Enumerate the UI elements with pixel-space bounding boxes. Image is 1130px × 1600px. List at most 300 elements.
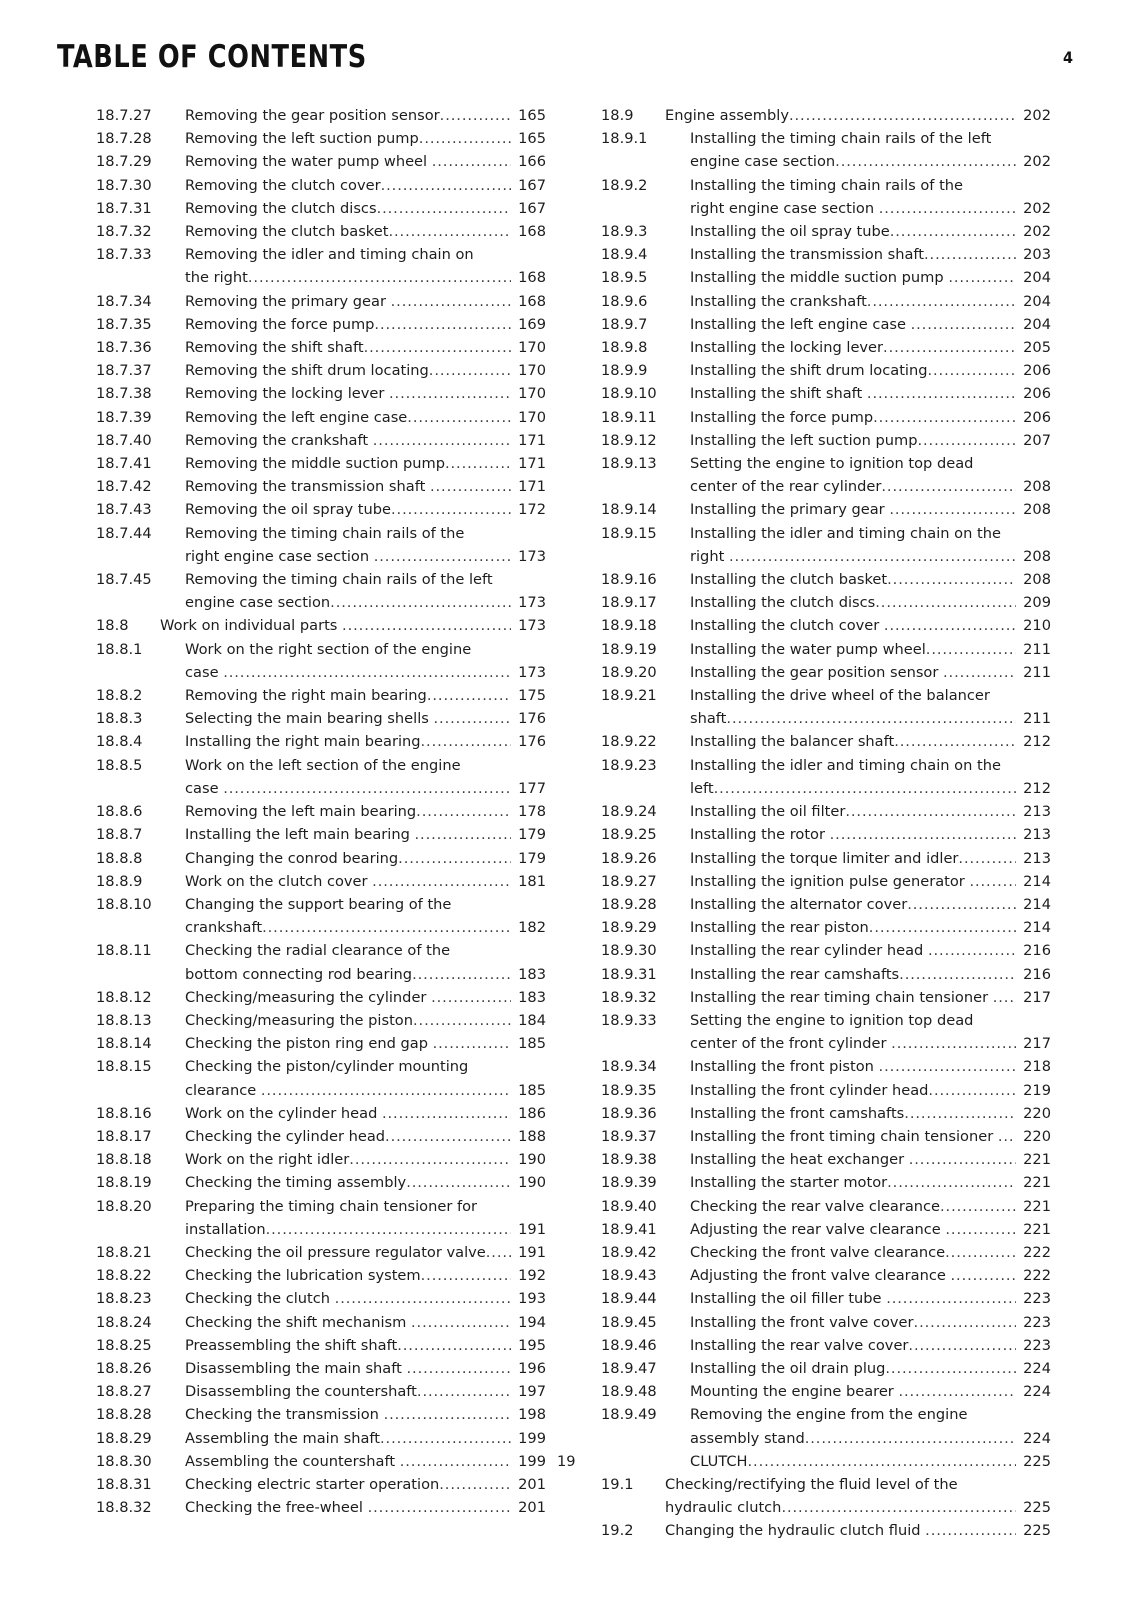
toc-entry-page-number: 195 (518, 1336, 546, 1354)
dot-leader (714, 777, 1016, 800)
toc-entry-title: Removing the shift shaft (185, 339, 364, 357)
toc-entry[interactable] (96, 1287, 546, 1310)
toc-entry-title-last-line (690, 1357, 1051, 1380)
toc-entry[interactable] (601, 1241, 1051, 1264)
toc-entry[interactable] (601, 1403, 1051, 1449)
toc-entry[interactable] (601, 1473, 1051, 1519)
toc-entry-page-number: 210 (1023, 617, 1051, 635)
toc-entry-title: Preassembling the shift shaft (185, 1336, 398, 1354)
toc-entry-number: 18.9.36 (601, 1104, 657, 1122)
toc-entry-title-last-line (185, 127, 546, 150)
toc-entry[interactable] (96, 150, 546, 173)
toc-entry[interactable] (96, 1264, 546, 1287)
toc-entry-title: Installing the torque limiter and idler (690, 849, 959, 867)
toc-entry[interactable] (96, 1427, 546, 1450)
toc-entry[interactable] (96, 870, 546, 893)
toc-entry-title-last-line (690, 1311, 1051, 1334)
toc-entry[interactable] (96, 823, 546, 846)
toc-entry-title-last-line (690, 1102, 1051, 1125)
toc-entry[interactable] (96, 800, 546, 823)
toc-entry-title-last-line (185, 266, 546, 289)
toc-entry[interactable] (96, 220, 546, 243)
toc-entry[interactable] (96, 847, 546, 870)
toc-entry-body (185, 730, 546, 753)
toc-entry-body (185, 823, 546, 846)
toc-entry[interactable] (601, 1264, 1051, 1287)
toc-entry-title: Removing the idler and timing chain on (185, 246, 474, 264)
toc-entry-body (185, 498, 546, 521)
toc-entry-page-number: 167 (518, 176, 546, 194)
toc-entry-title: Checking/measuring the piston (185, 1011, 413, 1029)
toc-entry[interactable] (96, 568, 546, 614)
dot-leader (835, 150, 1016, 173)
toc-entry-title-last-line (185, 1496, 546, 1519)
dot-leader (928, 939, 1016, 962)
toc-entry-number: 18.9.4 (601, 246, 648, 264)
toc-entry[interactable] (96, 1148, 546, 1171)
toc-entry-number: 18.7.39 (96, 408, 152, 426)
toc-entry[interactable] (96, 429, 546, 452)
dot-leader (384, 1403, 511, 1426)
toc-entry-number: 18.7.43 (96, 501, 152, 519)
dot-leader (382, 1102, 511, 1125)
toc-entry-body (185, 568, 546, 614)
dot-leader (940, 1195, 1016, 1218)
toc-entry-body (185, 1450, 546, 1473)
dot-leader (389, 382, 511, 405)
toc-entry-body (185, 174, 546, 197)
toc-entry-body (185, 1380, 546, 1403)
toc-entry-title: Installing the timing chain rails of the left (690, 130, 992, 148)
toc-entry-title-last-line (690, 800, 1051, 823)
toc-entry-page-number: 166 (518, 153, 546, 171)
toc-entry[interactable] (601, 1171, 1051, 1194)
toc-entry[interactable] (96, 684, 546, 707)
toc-entry[interactable] (601, 104, 1051, 127)
toc-entry-body (185, 1171, 546, 1194)
toc-entry[interactable] (96, 498, 546, 521)
toc-entry[interactable] (96, 452, 546, 475)
toc-entry[interactable] (601, 1287, 1051, 1310)
dot-leader (911, 313, 1016, 336)
dot-leader (928, 1079, 1016, 1102)
dot-leader (431, 986, 511, 1009)
toc-entry-body (665, 104, 1051, 127)
toc-entry[interactable] (601, 336, 1051, 359)
toc-entry-title-last-line (690, 1148, 1051, 1171)
toc-entry-number: 18.9.13 (601, 455, 657, 473)
toc-entry-title: Installing the shift shaft (690, 385, 867, 403)
toc-entry-body (185, 382, 546, 405)
toc-entry[interactable] (601, 1311, 1051, 1334)
toc-entry-title-last-line (690, 939, 1051, 962)
toc-entry-page-number: 169 (518, 315, 546, 333)
toc-entry[interactable] (96, 1032, 546, 1055)
toc-entry[interactable] (96, 1473, 546, 1496)
toc-entry[interactable] (96, 614, 546, 637)
toc-entry[interactable] (96, 730, 546, 753)
toc-entry[interactable] (601, 522, 1051, 568)
toc-entry-title-last-line (185, 1357, 546, 1380)
toc-entry-title-line (185, 638, 546, 661)
toc-entry[interactable] (601, 754, 1051, 800)
toc-entry[interactable] (601, 893, 1051, 916)
toc-entry-body (690, 638, 1051, 661)
toc-entry[interactable] (601, 963, 1051, 986)
toc-entry[interactable] (601, 1357, 1051, 1380)
toc-entry-title-line (185, 243, 546, 266)
dot-leader (391, 498, 511, 521)
toc-entry-number: 18.9.19 (601, 640, 657, 658)
toc-entry-page-number: 202 (1023, 153, 1051, 171)
toc-entry-page-number: 204 (1023, 315, 1051, 333)
toc-entry[interactable] (601, 847, 1051, 870)
toc-entry[interactable] (601, 661, 1051, 684)
toc-entry-title: Removing the timing chain rails of the left (185, 571, 493, 589)
dot-leader (433, 1032, 511, 1055)
dot-leader (377, 197, 511, 220)
toc-entry-title: Removing the clutch cover (185, 176, 381, 194)
toc-entry-title-last-line (185, 1171, 546, 1194)
toc-entry-title-last-line (185, 406, 546, 429)
toc-entry-page-number: 171 (518, 478, 546, 496)
toc-entry[interactable] (601, 1148, 1051, 1171)
toc-entry[interactable] (96, 939, 546, 985)
dot-leader (434, 707, 512, 730)
dot-leader (908, 1334, 1016, 1357)
toc-entry-title-last-line (185, 1403, 546, 1426)
dot-leader (440, 104, 511, 127)
toc-entry-number: 18.9.5 (601, 269, 648, 287)
toc-entry[interactable] (601, 382, 1051, 405)
toc-entry-title: Removing the transmission shaft (185, 478, 430, 496)
toc-entry-page-number: 225 (1023, 1452, 1051, 1470)
toc-entry-page-number: 217 (1023, 1035, 1051, 1053)
dot-leader (898, 1380, 1016, 1403)
dot-leader (406, 1171, 511, 1194)
dot-leader (412, 963, 511, 986)
toc-entry[interactable] (601, 266, 1051, 289)
toc-entry-number: 18.7.45 (96, 571, 152, 589)
toc-entry-page-number: 206 (1023, 385, 1051, 403)
toc-entry-body (185, 893, 546, 939)
toc-entry[interactable] (601, 127, 1051, 173)
toc-entry[interactable] (601, 1334, 1051, 1357)
toc-entry[interactable] (601, 1380, 1051, 1403)
toc-entry-page-number: 170 (518, 339, 546, 357)
toc-entry[interactable] (96, 1241, 546, 1264)
toc-entry-title-last-line (690, 1218, 1051, 1241)
toc-entry[interactable] (601, 1519, 1051, 1542)
dot-leader (223, 777, 511, 800)
dot-leader (374, 545, 511, 568)
toc-entry[interactable] (96, 336, 546, 359)
toc-entry-page-number: 202 (1023, 107, 1051, 124)
toc-entry-page-number: 204 (1023, 292, 1051, 310)
toc-entry-title: Checking the piston ring end gap (185, 1035, 433, 1053)
dot-leader (385, 1125, 511, 1148)
toc-entry[interactable] (96, 1009, 546, 1032)
toc-entry-page-number: 184 (518, 1011, 546, 1029)
toc-entry[interactable] (96, 754, 546, 800)
toc-entry[interactable] (96, 1055, 546, 1101)
toc-entry-number: 18.7.42 (96, 478, 152, 496)
toc-entry[interactable] (96, 174, 546, 197)
toc-entry[interactable] (601, 359, 1051, 382)
toc-entry-body (690, 174, 1051, 220)
toc-entry[interactable] (96, 406, 546, 429)
toc-entry-number: 18.8.14 (96, 1035, 152, 1053)
toc-entry-number: 18.9.25 (601, 826, 657, 844)
toc-entry[interactable] (601, 568, 1051, 591)
toc-entry-title-last-line (690, 1195, 1051, 1218)
toc-entry-number: 18.9.28 (601, 895, 657, 913)
toc-entry[interactable] (96, 522, 546, 568)
toc-entry-title: Removing the gear position sensor (185, 107, 440, 124)
toc-entry[interactable] (96, 359, 546, 382)
toc-entry-page-number: 177 (518, 779, 546, 797)
toc-entry[interactable] (601, 684, 1051, 730)
dot-leader (925, 1519, 1016, 1542)
toc-entry-title-last-line (185, 823, 546, 846)
toc-entry-number: 18.7.27 (96, 107, 152, 124)
toc-entry[interactable] (601, 1125, 1051, 1148)
toc-entry-body (690, 1311, 1051, 1334)
toc-entry-title: Installing the oil drain plug (690, 1359, 886, 1377)
toc-entry-title-last-line (690, 614, 1051, 637)
toc-entry-number: 18.8.25 (96, 1336, 152, 1354)
toc-entry-title-last-line (690, 1287, 1051, 1310)
toc-entry[interactable] (601, 800, 1051, 823)
toc-entry-number: 18.7.38 (96, 385, 152, 403)
toc-entry-body (690, 1218, 1051, 1241)
toc-entry[interactable] (601, 220, 1051, 243)
toc-entry-body (185, 707, 546, 730)
toc-entry[interactable] (96, 475, 546, 498)
toc-entry[interactable] (96, 1311, 546, 1334)
toc-entry[interactable] (96, 893, 546, 939)
toc-entry-title-line (690, 522, 1051, 545)
dot-leader (330, 591, 511, 614)
toc-entry-body (690, 847, 1051, 870)
toc-entry-title: Adjusting the rear valve clearance (690, 1220, 946, 1238)
toc-entry-number: 18.8.9 (96, 872, 143, 890)
dot-leader (419, 127, 511, 150)
toc-entry-title: Removing the left engine case (185, 408, 408, 426)
toc-entry-number: 18.8.5 (96, 756, 143, 774)
toc-entry-page-number: 188 (518, 1127, 546, 1145)
dot-leader (407, 406, 511, 429)
toc-entry-number: 18.9.49 (601, 1406, 657, 1424)
toc-entry-title-last-line (665, 1496, 1051, 1519)
toc-entry-title-last-line (185, 916, 546, 939)
toc-entry[interactable] (601, 313, 1051, 336)
toc-entry-body (185, 684, 546, 707)
toc-entry-title: Installing the drive wheel of the balancer (690, 687, 990, 705)
toc-entry-title: right engine case section (690, 199, 879, 217)
toc-entry[interactable] (96, 1380, 546, 1403)
toc-entry[interactable] (96, 1357, 546, 1380)
toc-entry[interactable] (96, 127, 546, 150)
toc-entry[interactable] (96, 197, 546, 220)
toc-entry-title-last-line (690, 1079, 1051, 1102)
toc-entry[interactable] (96, 1403, 546, 1426)
toc-entry[interactable] (96, 1334, 546, 1357)
toc-entry[interactable] (96, 1102, 546, 1125)
toc-entry[interactable] (601, 614, 1051, 637)
toc-entry[interactable] (601, 452, 1051, 498)
toc-entry[interactable] (96, 1195, 546, 1241)
toc-entry-page-number: 193 (518, 1290, 546, 1308)
toc-entry-page-number: 173 (518, 594, 546, 612)
toc-entry[interactable] (601, 870, 1051, 893)
toc-entry[interactable] (96, 243, 546, 289)
toc-entry[interactable] (601, 916, 1051, 939)
toc-entry-page-number: 219 (1023, 1081, 1051, 1099)
toc-entry-title: engine case section (185, 594, 331, 612)
toc-entry[interactable] (96, 313, 546, 336)
toc-entry[interactable] (601, 498, 1051, 521)
toc-entry[interactable] (96, 986, 546, 1009)
toc-entry-title-last-line (185, 197, 546, 220)
toc-entry-title-last-line (690, 1450, 1051, 1473)
dot-leader (380, 1427, 511, 1450)
toc-entry-body (690, 1125, 1051, 1148)
toc-entry-title: left (690, 779, 714, 797)
toc-entry-title-last-line (690, 243, 1051, 266)
toc-entry-title-last-line (185, 1079, 546, 1102)
toc-entry-page-number: 168 (518, 223, 546, 241)
toc-entry-title-last-line (185, 150, 546, 173)
toc-entry-body (690, 359, 1051, 382)
toc-entry[interactable] (601, 1055, 1051, 1078)
toc-entry-title: Checking the free-wheel (185, 1499, 368, 1517)
toc-entry-page-number: 168 (518, 292, 546, 310)
toc-entry-title-last-line (690, 1241, 1051, 1264)
toc-entry[interactable] (601, 406, 1051, 429)
dot-leader (885, 1357, 1016, 1380)
dot-leader (266, 1218, 511, 1241)
dot-leader (421, 730, 511, 753)
toc-entry[interactable] (601, 591, 1051, 614)
toc-entry[interactable] (601, 1009, 1051, 1055)
toc-entry-page-number: 172 (518, 501, 546, 519)
toc-entry[interactable] (601, 986, 1051, 1009)
toc-entry-title-last-line (185, 1311, 546, 1334)
toc-entry-body (185, 1195, 546, 1241)
toc-entry[interactable] (601, 290, 1051, 313)
toc-entry-page-number: 208 (1023, 478, 1051, 496)
toc-entry[interactable] (96, 1125, 546, 1148)
toc-entry[interactable] (601, 730, 1051, 753)
toc-entry-title-last-line (690, 313, 1051, 336)
toc-entry-title: Installing the force pump (690, 408, 874, 426)
toc-entry[interactable] (96, 638, 546, 684)
toc-entry-title: Installing the front camshafts (690, 1104, 905, 1122)
dot-leader (914, 1311, 1016, 1334)
toc-entry[interactable] (601, 1102, 1051, 1125)
toc-entry-number: 18.9.16 (601, 571, 657, 589)
toc-entry-title: Checking the front valve clearance (690, 1243, 946, 1261)
dot-leader (890, 220, 1016, 243)
toc-entry[interactable] (601, 1218, 1051, 1241)
toc-entry-body (690, 452, 1051, 498)
toc-entry-number: 18.9.41 (601, 1220, 657, 1238)
dot-leader (917, 429, 1016, 452)
toc-entry-title-last-line (185, 1427, 546, 1450)
toc-entry-title: Checking the shift mechanism (185, 1313, 412, 1331)
toc-entry-page-number: 213 (1023, 826, 1051, 844)
toc-entry-body (690, 1357, 1051, 1380)
toc-entry[interactable] (601, 1079, 1051, 1102)
toc-entry-number: 18.9.20 (601, 663, 657, 681)
toc-entry-number: 18.8.6 (96, 803, 143, 821)
toc-entry-title-line (665, 1473, 1051, 1496)
toc-entry[interactable] (557, 1450, 1051, 1473)
toc-entry-title: Installing the left suction pump (690, 431, 918, 449)
toc-entry-page-number: 182 (518, 919, 546, 937)
toc-entry[interactable] (96, 1171, 546, 1194)
toc-entry-number: 18.9.12 (601, 431, 657, 449)
toc-entry-title-line (185, 893, 546, 916)
toc-entry-page-number: 204 (1023, 269, 1051, 287)
toc-entry-page-number: 217 (1023, 988, 1051, 1006)
dot-leader (891, 1032, 1016, 1055)
toc-entry[interactable] (601, 243, 1051, 266)
toc-entry-title-last-line (690, 406, 1051, 429)
toc-entry-number: 18.8.29 (96, 1429, 152, 1447)
page-header (57, 38, 1073, 84)
toc-entry-title: Installing the clutch discs (690, 594, 876, 612)
toc-entry[interactable] (96, 1496, 546, 1519)
toc-entry-title: Mounting the engine bearer (690, 1383, 899, 1401)
toc-entry-title-last-line (185, 1334, 546, 1357)
toc-entry-page-number: 170 (518, 385, 546, 403)
toc-entry-number: 18.8.22 (96, 1267, 152, 1285)
toc-entry[interactable] (96, 707, 546, 730)
toc-entry-number: 18.9.8 (601, 339, 648, 357)
toc-entry-body (185, 1311, 546, 1334)
toc-entry-number: 18.9.47 (601, 1359, 657, 1377)
toc-entry[interactable] (601, 174, 1051, 220)
toc-entry-title: Checking the cylinder head (185, 1127, 386, 1145)
dot-leader (248, 266, 511, 289)
toc-entry[interactable] (601, 939, 1051, 962)
toc-entry[interactable] (96, 382, 546, 405)
toc-entry-number: 18.9.21 (601, 687, 657, 705)
toc-entry-body (185, 1148, 546, 1171)
dot-leader (342, 614, 511, 637)
toc-entry[interactable] (601, 823, 1051, 846)
toc-entry-page-number: 222 (1023, 1267, 1051, 1285)
toc-entry[interactable] (601, 1195, 1051, 1218)
toc-entry[interactable] (601, 429, 1051, 452)
toc-entry[interactable] (601, 638, 1051, 661)
toc-entry-body (690, 1195, 1051, 1218)
toc-entry-page-number: 221 (1023, 1151, 1051, 1169)
toc-entry-number: 19.1 (601, 1475, 634, 1493)
toc-entry-page-number: 221 (1023, 1197, 1051, 1215)
toc-entry-page-number: 165 (518, 130, 546, 148)
toc-entry-title: Removing the left main bearing (185, 803, 417, 821)
toc-entry-body (690, 220, 1051, 243)
toc-entry[interactable] (96, 1450, 546, 1473)
toc-entry-title-line (690, 754, 1051, 777)
toc-entry-number: 18.9.32 (601, 988, 657, 1006)
toc-entry[interactable] (96, 290, 546, 313)
toc-entry-title-last-line (690, 1380, 1051, 1403)
toc-entry[interactable] (96, 104, 546, 127)
